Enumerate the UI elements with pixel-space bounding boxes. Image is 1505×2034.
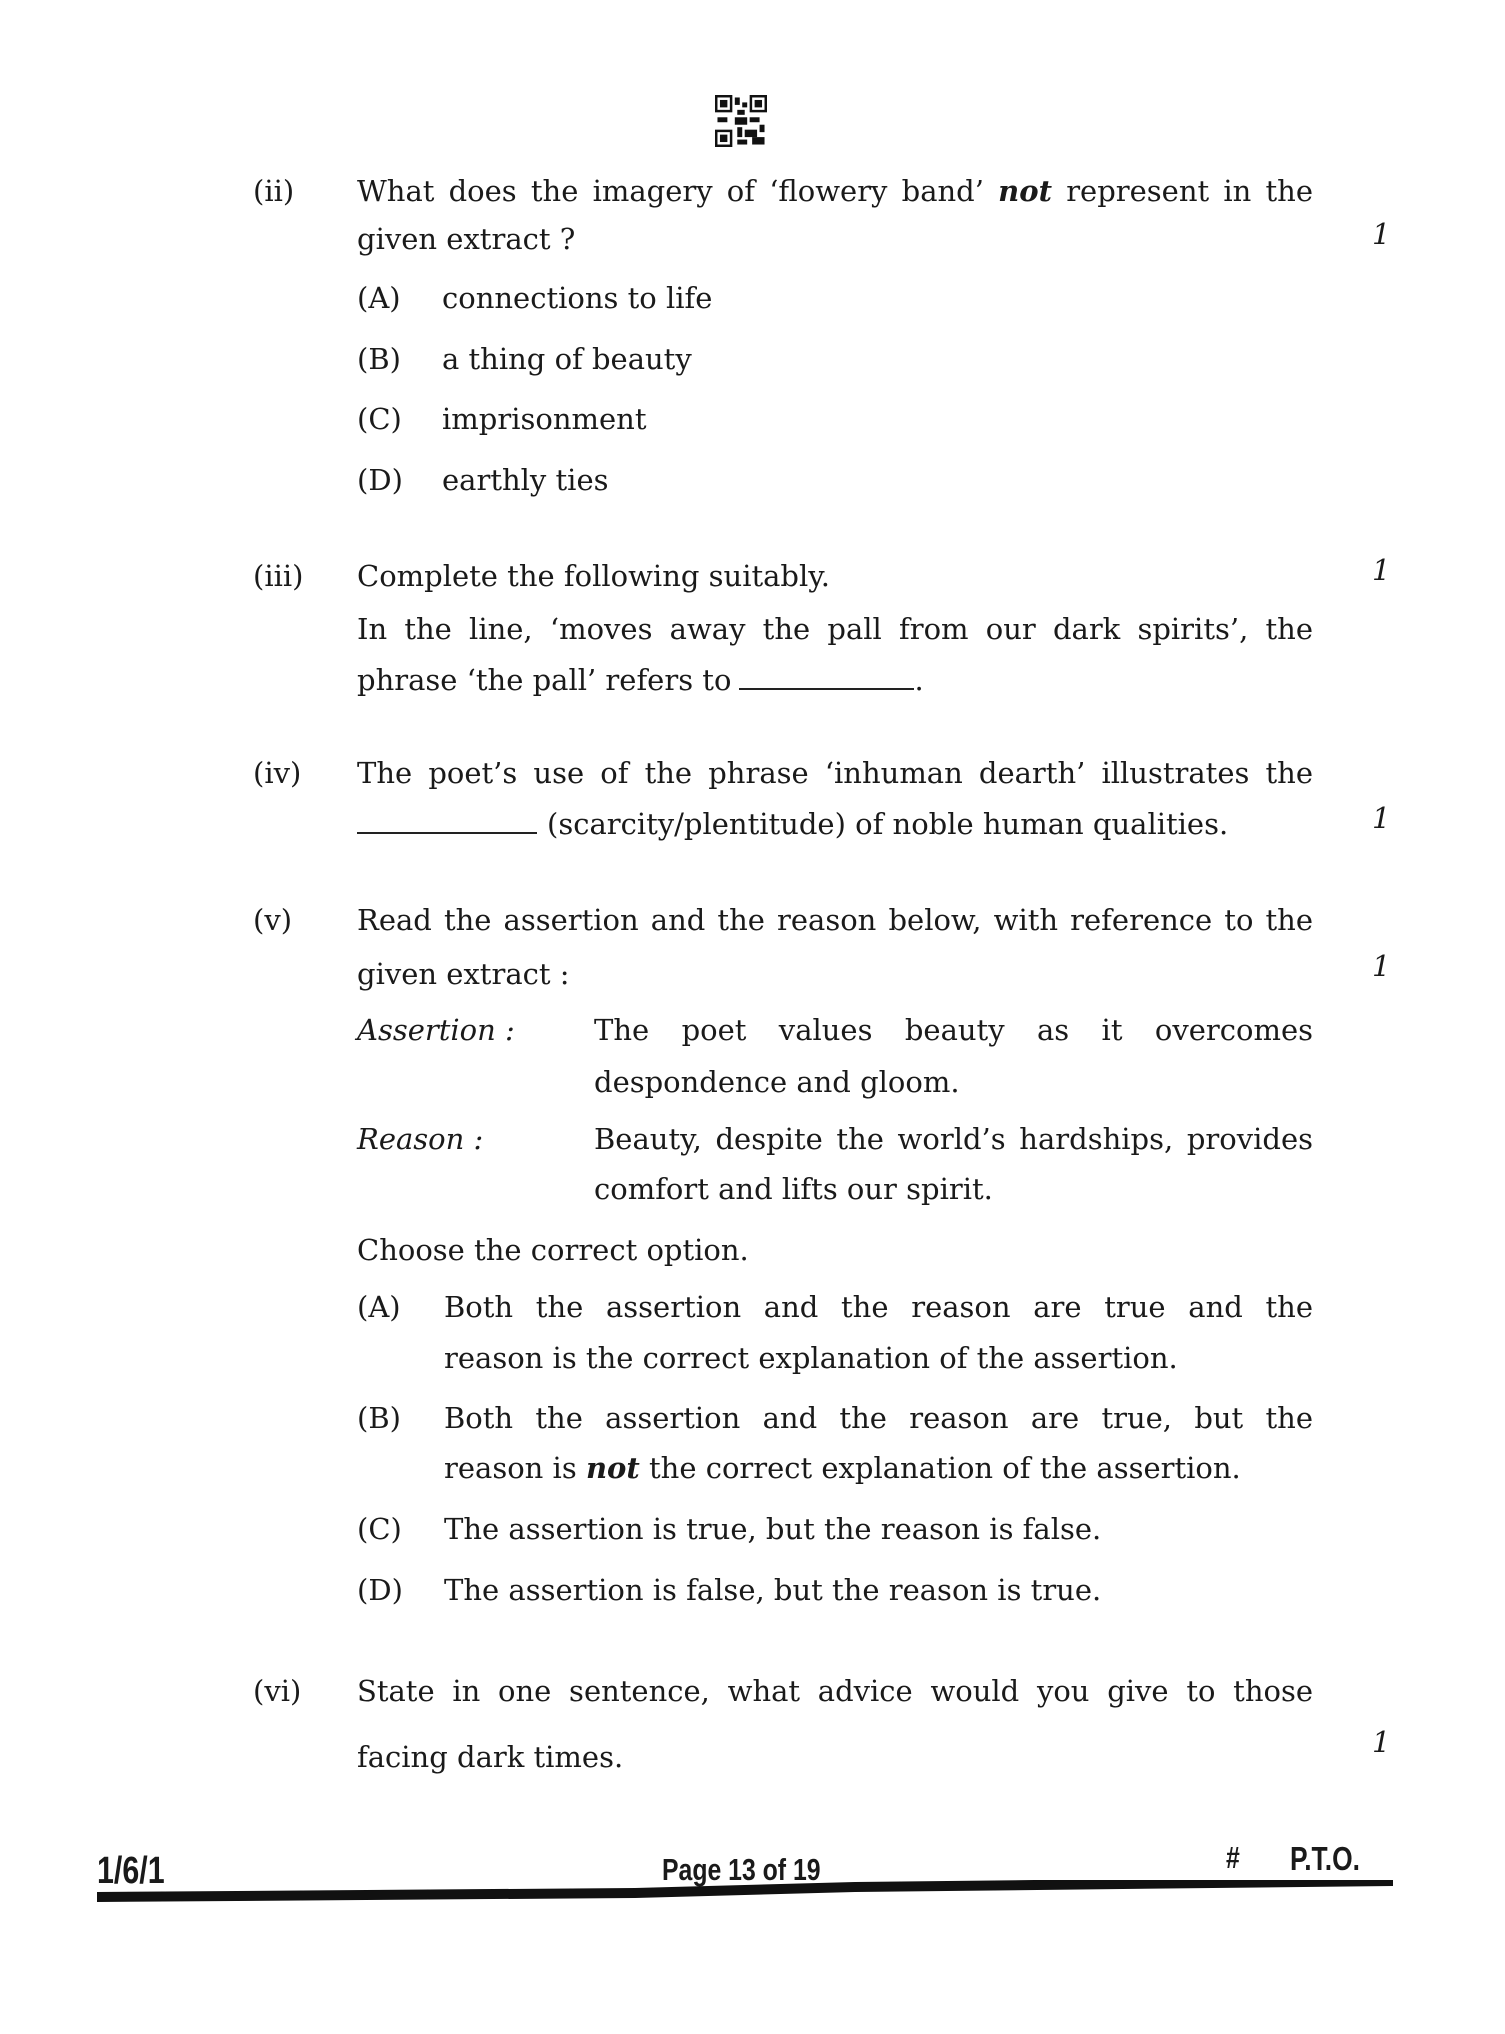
marks: 1 [1372, 801, 1391, 835]
answer-blank [739, 668, 914, 690]
emphasis: not [585, 1451, 640, 1485]
option-text: connections to life [442, 281, 713, 315]
option-text: The assertion is false, but the reason is true. [444, 1573, 1102, 1607]
footer-rule [95, 1880, 1395, 1910]
question-text: Read the assertion and the reason below, with reference to the [357, 903, 1313, 937]
text: represent in the [1066, 174, 1314, 208]
question-text [357, 806, 1228, 842]
hash-mark: # [1226, 1840, 1240, 1875]
option-letter: (C) [357, 402, 402, 436]
question-text: given extract : [357, 957, 570, 991]
option-letter: (A) [357, 1290, 401, 1324]
marks: 1 [1372, 217, 1391, 251]
question-text: In the line, ‘moves away the pall from our dark spirits’, the [357, 612, 1313, 646]
question-number: (v) [253, 903, 293, 937]
option-letter: (A) [357, 281, 401, 315]
text: What does the imagery of ‘flowery band’ [357, 174, 984, 208]
qr-code-icon [715, 95, 767, 147]
marks: 1 [1372, 949, 1391, 983]
option-text: imprisonment [442, 402, 647, 436]
option-letter: (D) [357, 463, 403, 497]
question-text [357, 173, 1313, 209]
option-text: Both the assertion and the reason are true and the [444, 1290, 1313, 1324]
option-text: Both the assertion and the reason are true, but the [444, 1401, 1313, 1435]
question-number: (iv) [253, 756, 302, 790]
reason-label: Reason : [357, 1122, 484, 1156]
option-text: earthly ties [442, 463, 609, 497]
question-text: Complete the following suitably. [357, 559, 831, 593]
text: . [914, 663, 924, 697]
pto-label: P.T.O. [1290, 1840, 1360, 1877]
text: (scarcity/plentitude) of noble human qualities. [547, 807, 1229, 841]
text: the correct explanation of the assertion. [648, 1451, 1241, 1485]
page-number: Page 13 of 19 [662, 1852, 821, 1887]
option-letter: (B) [357, 1401, 401, 1435]
text: phrase ‘the pall’ refers to [357, 663, 732, 697]
reason-text: Beauty, despite the world’s hardships, provides [594, 1122, 1313, 1156]
question-number: (ii) [253, 174, 295, 208]
option-letter: (B) [357, 342, 401, 376]
emphasis: not [998, 174, 1052, 208]
option-letter: (D) [357, 1573, 403, 1607]
option-letter: (C) [357, 1512, 402, 1546]
marks: 1 [1372, 553, 1391, 587]
instruction: Choose the correct option. [357, 1233, 749, 1267]
answer-blank [357, 812, 537, 834]
assertion-text: despondence and gloom. [594, 1065, 960, 1099]
marks: 1 [1372, 1725, 1391, 1759]
assertion-label: Assertion : [357, 1013, 515, 1047]
question-number: (iii) [253, 559, 304, 593]
option-text: The assertion is true, but the reason is false. [444, 1512, 1102, 1546]
option-text [444, 1450, 1241, 1486]
question-text: given extract ? [357, 222, 576, 256]
question-text [357, 662, 924, 698]
option-text: a thing of beauty [442, 342, 692, 376]
question-number: (vi) [253, 1674, 302, 1708]
text: reason is [444, 1451, 577, 1485]
assertion-text: The poet values beauty as it overcomes [594, 1013, 1313, 1047]
option-text: reason is the correct explanation of the assertion. [444, 1341, 1178, 1375]
reason-text: comfort and lifts our spirit. [594, 1172, 993, 1206]
question-text: State in one sentence, what advice would you give to those [357, 1674, 1313, 1708]
question-text: facing dark times. [357, 1740, 624, 1774]
question-text: The poet’s use of the phrase ‘inhuman dearth’ illustrates the [357, 756, 1313, 790]
paper-code: 1/6/1 [97, 1850, 165, 1892]
